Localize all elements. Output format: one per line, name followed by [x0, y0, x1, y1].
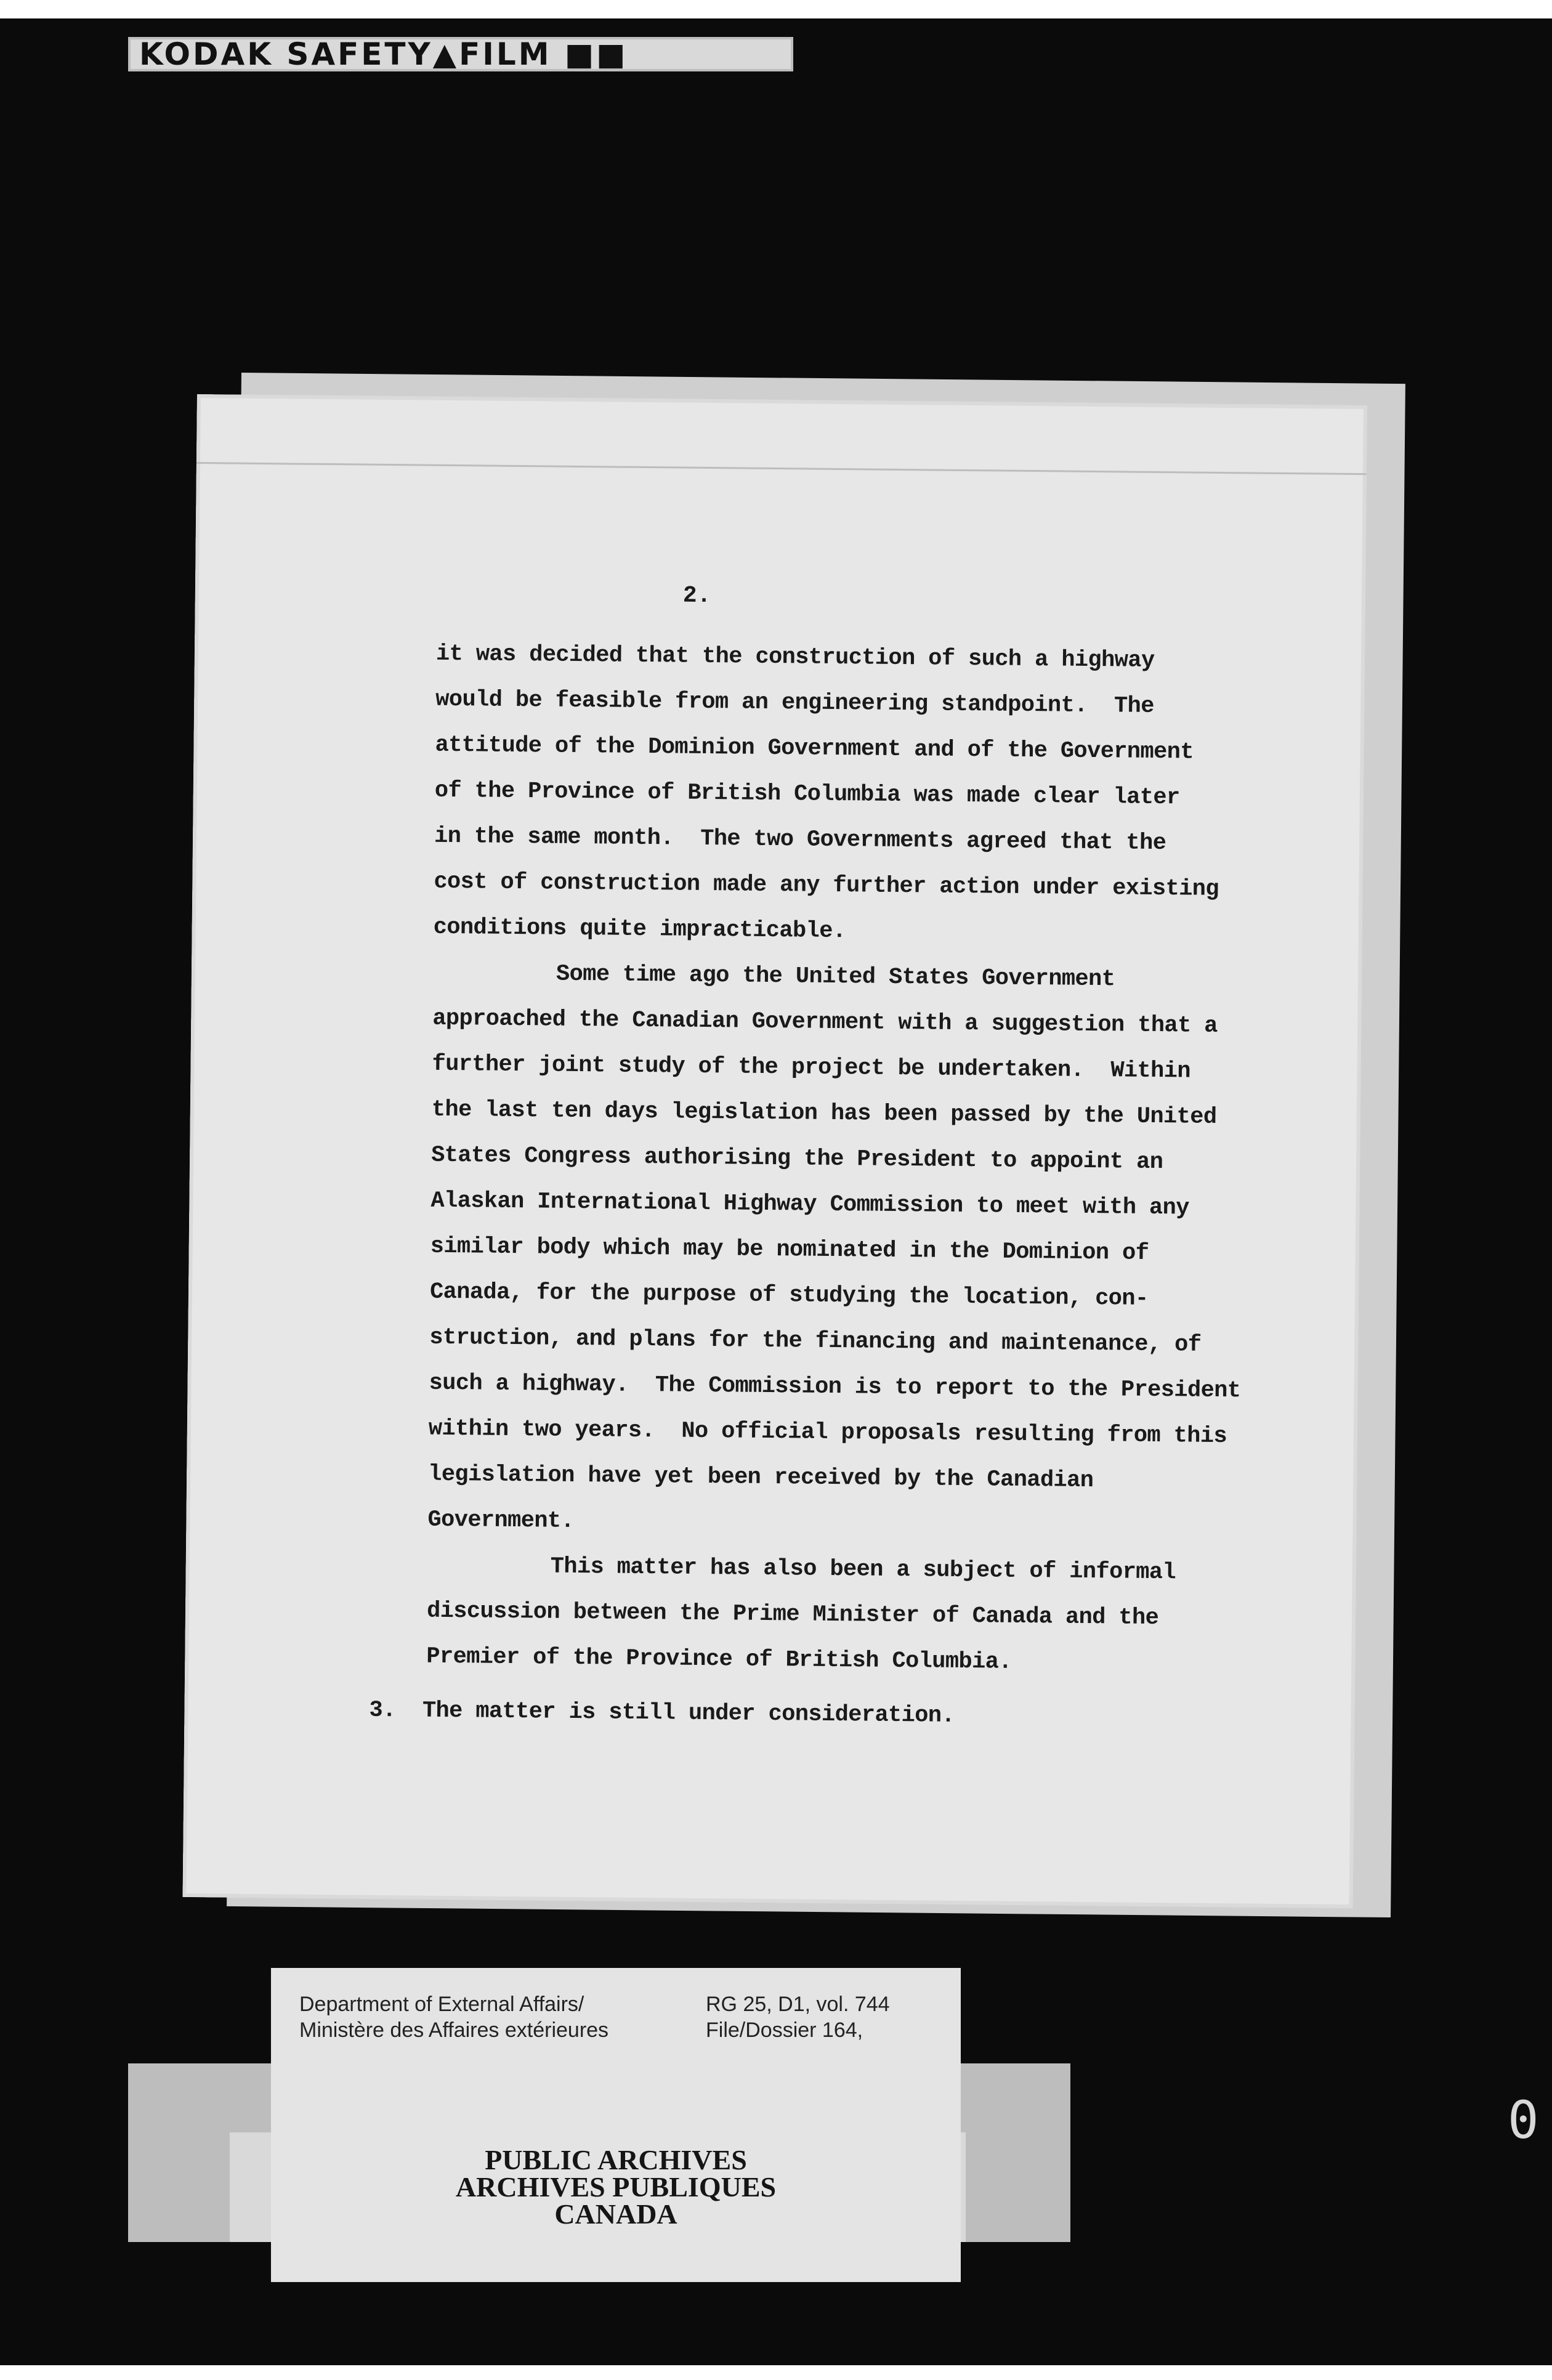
text-line: This matter has also been a subject of informal: [550, 1553, 1176, 1586]
numbered-paragraph: 3. The matter is still under consideration.: [369, 1697, 955, 1729]
text-line: within two years. No official proposals resulting from this: [428, 1415, 1227, 1450]
text-line: legislation have yet been received by the Canadian: [427, 1461, 1094, 1494]
text-line: would be feasible from an engineering standpoint. The: [435, 686, 1155, 719]
text-line: struction, and plans for the financing and maintenance, of: [429, 1324, 1202, 1358]
text-line: States Congress authorising the President to appoint an: [430, 1142, 1163, 1176]
film-edge-text: KODAK SAFETY▲FILM ■■: [139, 36, 628, 72]
document-page: [183, 394, 1367, 1908]
text-line: of the Province of British Columbia was made clear later: [434, 777, 1180, 811]
text-line: such a highway. The Commission is to report to the President: [429, 1370, 1241, 1404]
film-edge-marking: [128, 37, 793, 71]
text-line: Premier of the Province of British Columbia.: [426, 1643, 1012, 1675]
department-english: Department of External Affairs/: [299, 1993, 584, 2016]
text-line: Government.: [427, 1507, 575, 1534]
stamp-line-english: PUBLIC ARCHIVES: [485, 2144, 747, 2176]
file-reference: File/Dossier 164,: [706, 2018, 863, 2042]
text-line: Canada, for the purpose of studying the location, con-: [429, 1279, 1149, 1312]
text-line: the last ten days legislation has been passed by the United: [431, 1096, 1217, 1130]
text-line: attitude of the Dominion Government and of the Government: [435, 732, 1194, 766]
record-group-reference: RG 25, D1, vol. 744: [706, 1993, 890, 2016]
document-text: [183, 394, 1367, 1908]
archive-reference-label: [271, 1968, 961, 2282]
text-line: discussion between the Prime Minister of Canada and the: [426, 1598, 1159, 1632]
department-french: Ministère des Affaires extérieures: [299, 2018, 609, 2042]
stamp-line-french: ARCHIVES PUBLIQUES: [455, 2171, 777, 2203]
page-number: 2.: [682, 582, 711, 610]
text-line: similar body which may be nominated in the Dominion of: [430, 1233, 1149, 1266]
stamp-line-country: CANADA: [554, 2198, 677, 2230]
frame-number: 0: [1508, 2090, 1539, 2150]
text-line: further joint study of the project be undertaken. Within: [432, 1051, 1191, 1085]
public-archives-stamp: [271, 2144, 961, 2230]
text-line: it was decided that the construction of such a highway: [435, 641, 1155, 674]
text-line: approached the Canadian Government with a suggestion that a: [432, 1005, 1218, 1039]
text-line: conditions quite impracticable.: [433, 914, 846, 945]
text-line: Some time ago the United States Government: [556, 961, 1115, 993]
text-line: Alaskan International Highway Commission to meet with any: [430, 1188, 1190, 1221]
text-line: cost of construction made any further action under existing: [434, 868, 1219, 902]
text-line: in the same month. The two Governments agreed that the: [434, 823, 1166, 857]
